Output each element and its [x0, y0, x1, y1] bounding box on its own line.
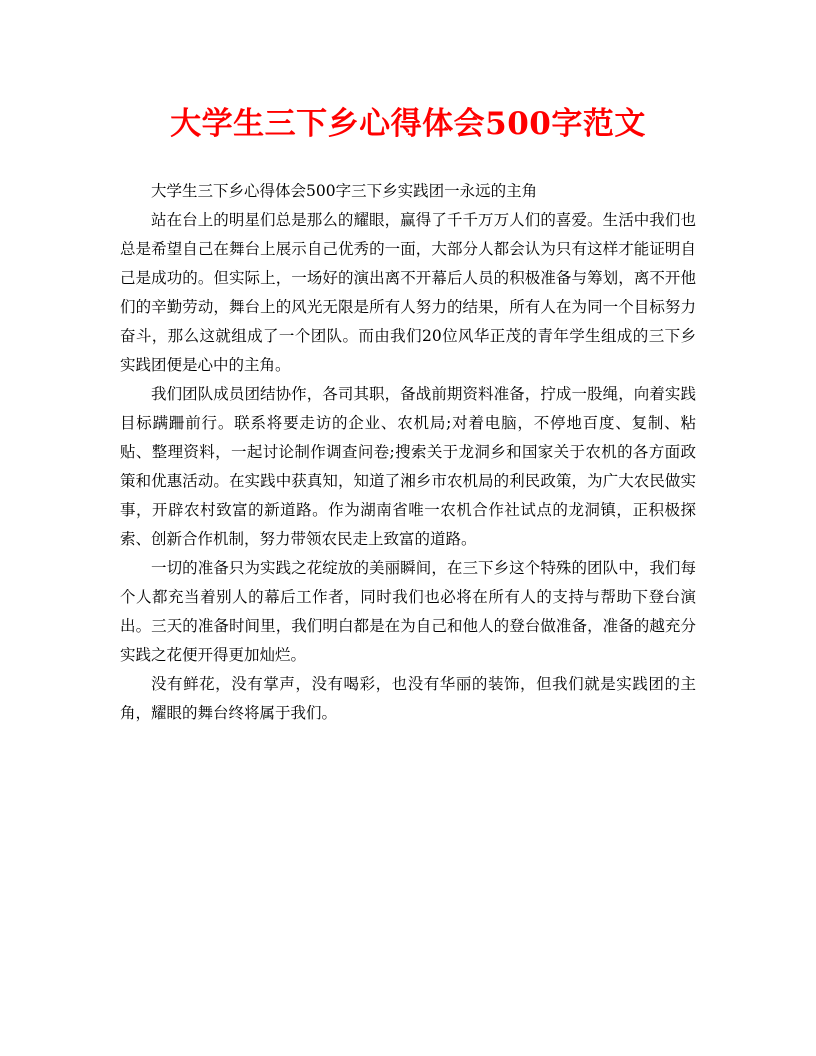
paragraph: 没有鲜花，没有掌声，没有喝彩，也没有华丽的装饰，但我们就是实践团的主角，耀眼的舞台终将属于我们。	[120, 675, 696, 722]
paragraph: 一切的准备只为实践之花绽放的美丽瞬间，在三下乡这个特殊的团队中，我们每个人都充当着别人的幕后工作者，同时我们也必将在所有人的支持与帮助下登台演出。三天的准备时间里，我们明白都是在为自己和他人的登台做准备，准备的越充分实践之花便开得更加灿烂。	[120, 559, 696, 664]
paragraph: 我们团队成员团结协作，各司其职，备战前期资料准备，拧成一股绳，向着实践目标蹒跚前行。联系将要走访的企业、农机局;对着电脑，不停地百度、复制、粘贴、整理资料，一起讨论制作调查问卷;搜索关于龙洞乡和国家关于农机的各方面政策和优惠活动。在实践中获真知，知道了湘乡市农机局的利民政策，为广大农民做实事，开辟农村致富的新道路。作为湖南省唯一农机合作社试点的龙洞镇，正积极探索、创新合作机制，努力带领农民走上致富的道路。	[120, 385, 696, 548]
paragraph-subtitle: 大学生三下乡心得体会500字三下乡实践团一永远的主角	[151, 182, 538, 200]
paragraph: 站在台上的明星们总是那么的耀眼，赢得了千千万万人们的喜爱。生活中我们也总是希望自己在舞台上展示自己优秀的一面，大部分人都会认为只有这样才能证明自己是成功的。但实际上，一场好的演出离不开幕后人员的积极准备与筹划，离不开他们的辛勤劳动，舞台上的风光无限是所有人努力的结果，所有人在为同一个目标努力奋斗，那么这就组成了一个团队。而由我们20位风华正茂的青年学生组成的三下乡实践团便是心中的主角。	[120, 211, 696, 374]
document-title: 大学生三下乡心得体会500字范文	[170, 106, 646, 142]
document-body	[120, 177, 696, 728]
